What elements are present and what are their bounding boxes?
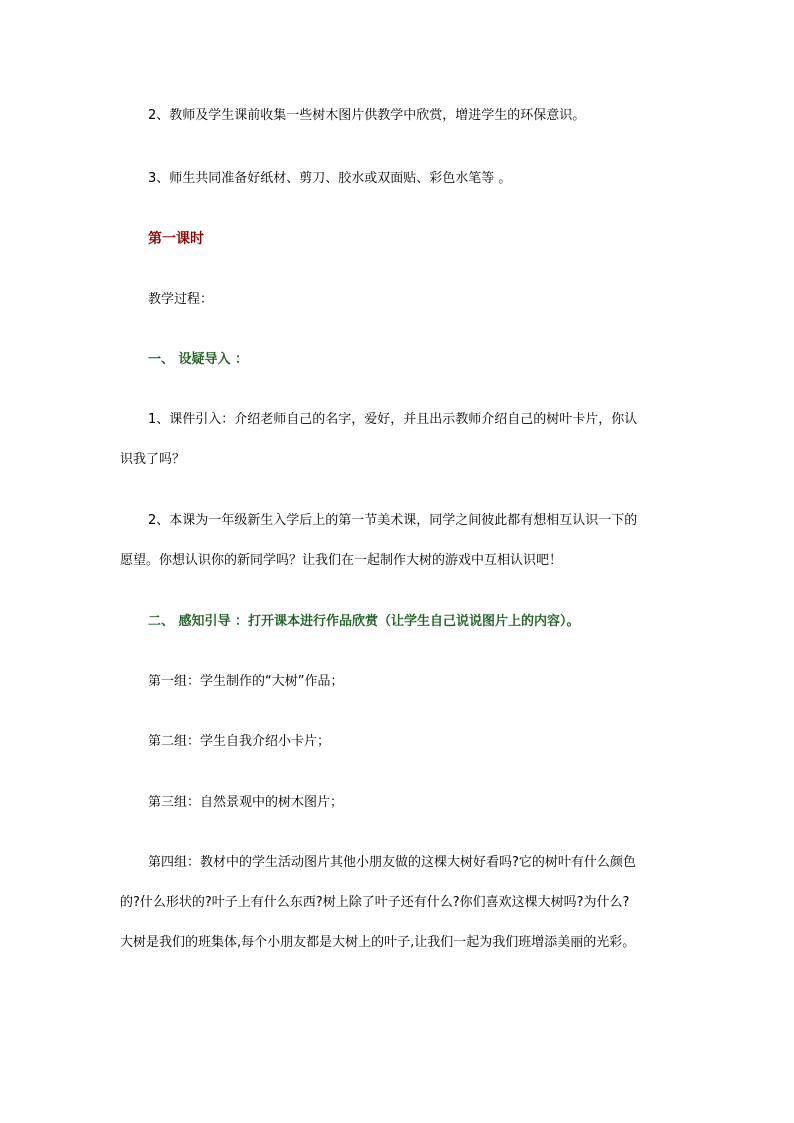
section-1-heading: 一、 设疑导入 ： [148, 352, 249, 367]
group-3: 第三组：自然景观中的树木图片； [148, 795, 344, 810]
section-1-paragraph-1-line-1: 1、课件引入：介绍老师自己的名字，爱好，并且出示教师介绍自己的树叶卡片，你认 [148, 412, 638, 427]
process-label: 教学过程： [148, 292, 214, 307]
group-4-line-3: 大树是我们的班集体,每个小朋友都是大树上的叶子,让我们一起为我们班增添美丽的光彩。 [120, 935, 636, 950]
prep-item-3: 3、师生共同准备好纸材、剪刀、胶水或双面贴、彩色水笔等 。 [148, 171, 512, 186]
section-1-paragraph-2-line-1: 2、本课为一年级新生入学后上的第一节美术课，同学之间彼此都有想相互认识一下的 [148, 513, 638, 528]
group-2: 第二组：学生自我介绍小卡片； [148, 734, 331, 749]
section-2-heading: 二、 感知引导 ：打开课本进行作品欣赏（让学生自己说说图片上的内容）。 [148, 614, 580, 629]
lesson-title: 第一课时 [148, 231, 204, 247]
prep-item-2: 2、教师及学生课前收集一些树木图片供教学中欣赏，增进学生的环保意识。 [148, 108, 586, 123]
group-4-line-1: 第四组：教材中的学生活动图片其他小朋友做的这棵大树好看吗?它的树叶有什么颜色 [148, 855, 636, 870]
group-1: 第一组：学生制作的“大树”作品； [148, 674, 344, 689]
section-1-paragraph-1-line-2: 识我了吗？ [120, 452, 186, 467]
section-1-paragraph-2-line-2: 愿望。你想认识你的新同学吗？让我们在一起制作大树的游戏中互相认识吧！ [120, 553, 563, 568]
group-4-line-2: 的?什么形状的?叶子上有什么东西?树上除了叶子还有什么?你们喜欢这棵大树吗?为什么? [120, 895, 630, 910]
